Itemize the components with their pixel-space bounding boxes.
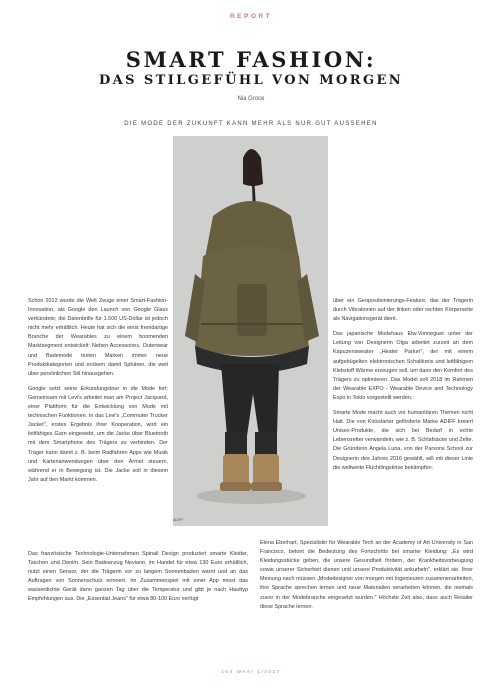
left-column-paragraph-2: Google setzt seine Erkundungstour in die Mode fort: Gemeinsam mit Levi's arbeitet man am Project Jacquard, einer Plattform für die Entwicklung von Mode mit technischen Funktionen. In das Levi's „Commuter Trucker Jacket", erstes Ergebnis ihrer Kooperation, wird ein leitfähiges Garn eingewebt, um die Jacke über Bluetooth mit dem Smartphone des Trägers zu verbinden. Der Träger kann damit z. B. beim Radfahren Apps wie Musik und Kartenanwendungen über den Ärmel steuern, während er in Bewegung ist. Die Jacke soll in diesem Jahr auf den Markt kommen. [28,385,168,483]
bottom-left-column [28,550,248,611]
bottom-left-paragraph: Das französische Technologie-Unternehmen Spinali Design produziert smarte Kleider, Taschen und Denim. Sein Badeanzug Neviano, im Handel für etwa 130 Euro erhältlich, nutzt einen Sensor, der die Trägerin vor zu langem Sonnenbaden warnt und an das Auftragen von Sonnenschutz erinnert. Im Zusammenspiel mit einer App misst das wasserdichte Gerät dann ganzen Tag über die Temperatur und gibt je nach Hauttyp Empfehlungen aus. Die „Essential Jeans" für etwa 80-100 Euro verfügt [28,551,248,603]
middle-column [260,539,473,618]
report-kicker: REPORT [229,13,273,20]
model-illustration [173,136,328,526]
middle-paragraph: Elena Eberhart, Spezialistin für Wearable Tech an der Academy of Art University in San Francisco, betont die Bedeutung des Fortschritts bei smarter Kleidung: „Es wird Kleidungsstücke geben, die unsere Gesundheit fördern, der Krankheitsvorbeugung sowie unserer Sicherheit dienen und unsere Produktivität ankurbeln", erklärt sie. Ihrer Meinung nach müssen „Modedesigner von morgen mit Ingenieuren zusammenarbeiten, ihre Sprache sprechen lernen und neue Materialien verarbeiten können, die niemals zuvor in der Modebranche eingesetzt wurden." Höchste Zeit also, dass auch Retailer diese Sprache lernen. [260,540,473,610]
fashion-photo [173,136,328,526]
article-title: SMART FASHION: [125,47,377,72]
page-footer: 164 WeAr 1/2017 [221,670,281,675]
article-deck: DIE MODE DER ZUKUNFT KANN MEHR ALS NUR GUT AUSSEHEN [124,121,378,127]
right-column [333,297,473,479]
left-column [28,297,168,491]
photo-caption: ADIFF [173,518,184,522]
author-name: Nia Groce [237,96,265,102]
right-column-paragraph-1: über ein Geopositionierungs-Feature, das der Trägerin durch Vibrationen auf der linken oder rechten Körperseite als Navigationsgerät dient. [333,298,473,323]
right-column-paragraph-3: Smarte Mode macht auch vor humanitären Themen nicht Halt. Die von Kickstarter geförderte Marke ADIFF kreiert Unisex-Produkte, die sich bei Bedarf in echte Lebensretter verwandeln, wie z. B. Schlafsäcke und Zelte. Die Gründerin Angela Luna, von der Parsons School zur Designerin des Jahres 2016 gewählt, will mit dieser Linie die weltweite Flüchtlingskrise bekämpfen. [333,410,473,471]
article-subtitle: DAS STILGEFÜHL VON MORGEN [98,73,404,88]
left-column-paragraph-1: Schon 2012 wurde die Welt Zeuge einer Smart-Fashion-Innovation, als Google den Launch von Google Glass verkündete; die Datenbrille für 1.500 US-Dollar ist jedoch nicht mehr erhältlich. Heute hat sich die einst fremdartige Branche der Wearables zu einem boomenden Marktsegment entwickelt: Neben Accessoires, Outerwear und Bademode testen Marken immer neue Produktkategorien und erobern damit Sphären, die weit über persönlichen Stil hinausgehen. [28,298,168,377]
right-column-paragraph-2: Das japanische Modehaus Etw.Vonneguet unter der Leitung von Designerin Olga arbeitet zurzeit an dem Kapuzensweater „Heater Parker", der mit einem aufgebügelten elektronischen Schaltkreis und leitfähigem Klebstoff Wärme erzeugen soll, um dann den Komfort des Trägers zu optimieren. Das Model soll 2018 im Rahmen der Wearable EXPO - Wearable Device and Technology Expo in Tokio vorgestellt werden. [333,331,473,401]
